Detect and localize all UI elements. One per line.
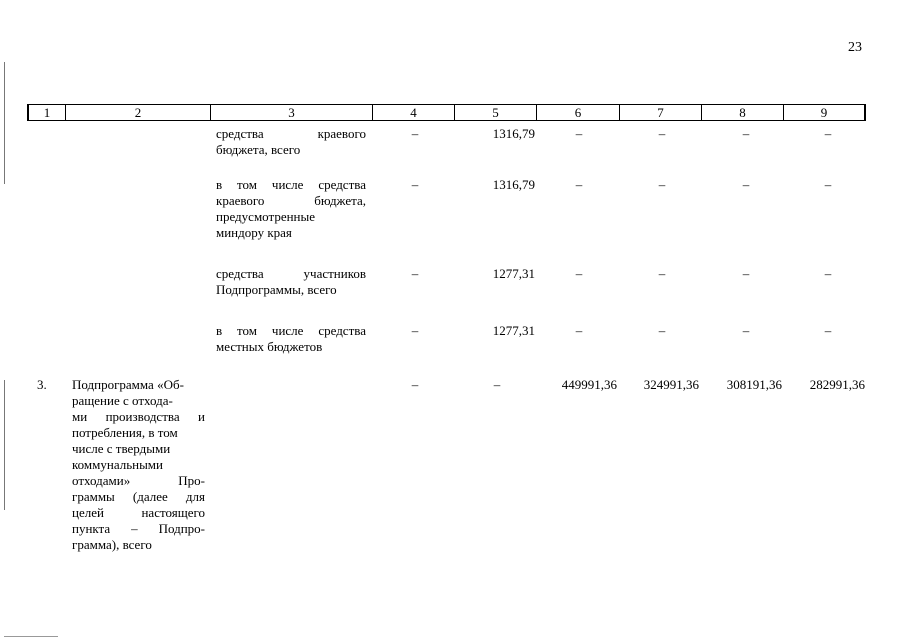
description-line: грамма), всего [72,537,152,552]
col4-value: – [411,323,419,338]
col6-value: – [575,323,583,338]
row-description [72,377,205,553]
col5-value: 1316,79 [492,177,535,192]
description-line: ми производства и [72,409,205,424]
col5-value: – [493,377,501,392]
description-line: в том числе средства [216,323,366,338]
col8-value: – [742,266,750,281]
description-line: целей настоящего [72,505,205,520]
col8-value: – [742,323,750,338]
col5-value: 1277,31 [492,323,535,338]
col7-value: – [658,323,666,338]
description-line: числе с твердыми [72,441,171,456]
header-cell: 2 [66,105,211,120]
col8-value: 308191,36 [726,377,782,392]
scan-bottom-mark [4,636,58,637]
row-description [216,126,366,158]
header-cell: 6 [537,105,620,120]
col8-value: – [742,177,750,192]
col6-value: – [575,177,583,192]
description-line: ращение с отхода- [72,393,173,408]
col8-value: – [742,126,750,141]
col4-value: – [411,177,419,192]
col9-value: – [824,126,832,141]
col6-value: – [575,266,583,281]
header-cell: 5 [455,105,537,120]
col7-value: – [658,126,666,141]
row-description [216,323,366,355]
col7-value: – [658,266,666,281]
row-number: 3. [37,377,47,392]
header-cell: 4 [373,105,455,120]
description-line: бюджета, всего [216,142,301,157]
page-number: 23 [848,40,862,55]
col4-value: – [411,126,419,141]
description-line: местных бюджетов [216,339,323,354]
description-line: потребления, в том [72,425,178,440]
header-cell: 8 [702,105,784,120]
description-line: граммы (далее для [72,489,205,504]
col5-value: 1277,31 [492,266,535,281]
col9-value: – [824,323,832,338]
description-line: в том числе средства [216,177,366,192]
scan-left-edge [4,380,5,510]
description-line: миндору края [216,225,292,240]
col7-value: 324991,36 [643,377,699,392]
description-line: пункта – Подпро- [72,521,205,536]
col5-value: 1316,79 [492,126,535,141]
row-description [216,266,366,298]
col4-value: – [411,377,419,392]
col4-value: – [411,266,419,281]
col6-value: – [575,126,583,141]
description-line: средства участников [216,266,366,281]
header-cell: 1 [29,105,66,120]
description-line: средства краевого [216,126,366,141]
header-cell: 9 [820,105,828,120]
table-header-row [27,104,866,121]
description-line: коммунальными [72,457,163,472]
col7-value: – [658,177,666,192]
description-line: краевого бюджета, [216,193,366,208]
description-line: предусмотренные [216,209,316,224]
col6-value: 449991,36 [561,377,617,392]
col9-value: 282991,36 [809,377,865,392]
description-line: Подпрограмма «Об- [72,377,184,392]
header-cell: 7 [620,105,702,120]
description-line: отходами» Про- [72,473,205,488]
scan-left-edge [4,62,5,184]
description-line: Подпрограммы, всего [216,282,337,297]
header-cell: 3 [211,105,373,120]
row-description [216,177,366,241]
col9-value: – [824,266,832,281]
col9-value: – [824,177,832,192]
